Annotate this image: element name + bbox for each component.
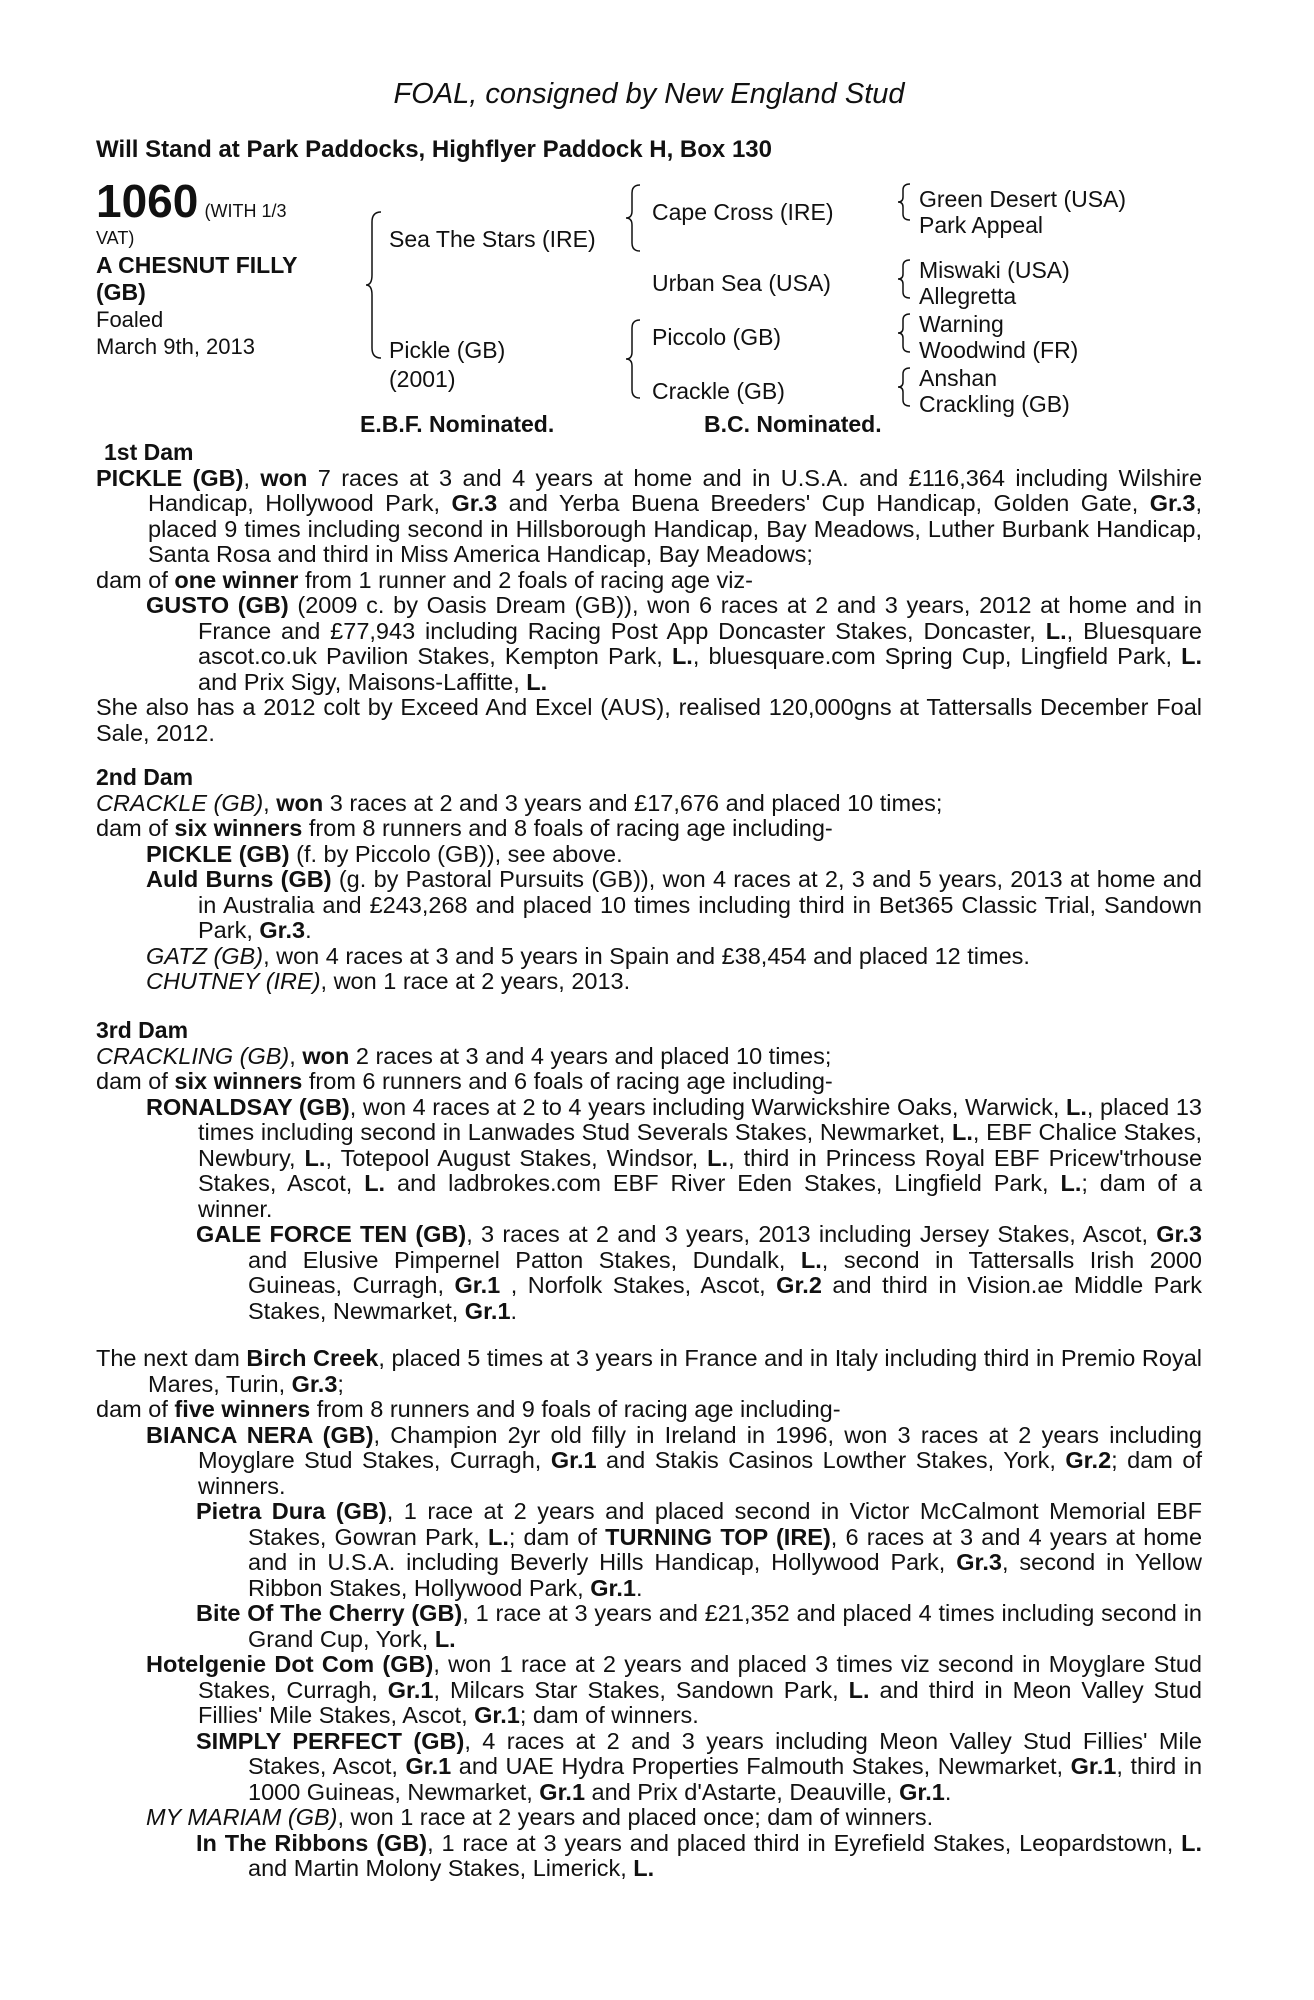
record-text: , Milcars Star Stakes, Sandown Park, — [433, 1676, 849, 1703]
dam-name-italic: CRACKLE (GB) — [96, 789, 264, 816]
horse-name: PICKLE (GB) — [146, 840, 290, 867]
grade: Gr.1 — [405, 1753, 452, 1779]
horse-name: BIANCA NERA (GB) — [146, 1421, 374, 1448]
record-text: and UAE Hydra Properties Falmouth Stakes, Newmarket, — [451, 1753, 1071, 1779]
horse-name: Auld Burns (GB) — [146, 866, 332, 892]
listed: L. — [1181, 643, 1202, 669]
grade: Gr.1 — [464, 1297, 511, 1324]
grade: Gr.3 — [259, 917, 306, 943]
pedigree-brace-sire — [626, 183, 644, 253]
second-dam-section — [96, 765, 1202, 995]
record-text: . — [635, 1574, 643, 1601]
record-text: 3 races at 2 and 3 years and £17,676 and placed 10 times; — [323, 789, 943, 816]
record-text: , third in Princess Royal EBF Pricew'trhouse Stakes, Ascot, — [198, 1144, 1203, 1196]
sire-name: Sea The Stars (IRE) — [389, 226, 596, 252]
grade: Gr.3 — [1149, 490, 1196, 516]
pedigree-brace-dd — [898, 366, 914, 408]
grade: Gr.3 — [956, 1549, 1002, 1575]
horse-name: Pietra Dura (GB) — [196, 1498, 387, 1524]
lot-country: (GB) — [96, 279, 146, 305]
horse-name: Birch Creek — [246, 1345, 379, 1371]
vat-note-a: (WITH 1/3 — [204, 201, 287, 221]
record-text: , 6 races at 3 and 4 years at home and in U.S.A. including Beverly Hills Handicap, Hollywood Park, — [248, 1523, 1203, 1575]
ebf-nominated: E.B.F. Nominated. — [360, 411, 555, 437]
record-text: and Prix Sigy, Maisons-Laffitte, — [198, 668, 527, 695]
listed: L. — [848, 1676, 870, 1703]
record-text: , Champion 2yr old filly in Ireland in 1996, won 3 races at 2 years including Moyglare Stud Stakes, Curragh, — [198, 1421, 1203, 1473]
record-text: ; dam of — [508, 1523, 606, 1550]
horse-name: Hotelgenie Dot Com (GB) — [146, 1651, 434, 1677]
grade: Gr.3 — [291, 1370, 338, 1397]
record-text: , placed 9 times including second in Hillsborough Handicap, Bay Meadows, Luther Burbank Handicap, Santa Rosa and third in Miss America Handicap, Bay Meadows; — [148, 490, 1202, 567]
record-text: , bluesquare.com Spring Cup, Lingfield Park, — [692, 643, 1182, 669]
listed: L. — [526, 668, 548, 695]
second-dam-title: 2nd Dam — [96, 764, 194, 790]
third-dam-produce — [96, 1069, 1202, 1095]
dam-of: dam of — [96, 1396, 175, 1422]
dam-name: Pickle (GB) — [389, 337, 506, 363]
next-dam-record — [96, 1346, 1202, 1397]
listed: L. — [800, 1246, 822, 1273]
winners-bold: six winners — [174, 815, 303, 841]
second-dam-produce — [96, 816, 1202, 842]
intro-text: The next dam — [96, 1345, 247, 1371]
grade: Gr.1 — [454, 1272, 501, 1298]
produce-text: from 1 runner and 2 foals of racing age viz- — [298, 566, 753, 593]
winners-bold: six winners — [174, 1068, 303, 1094]
third-dam-record: CRACKLING (GB), won 2 races at 3 and 4 years and placed 10 times; — [96, 1042, 832, 1069]
listed: L. — [364, 1170, 386, 1196]
page-title: FOAL, consigned by New England Stud — [393, 78, 905, 110]
listed: L. — [671, 643, 693, 669]
record-text: ; dam of a winner. — [198, 1170, 1203, 1222]
pedigree-brace-dam — [626, 318, 644, 400]
record-text: , won 1 race at 2 years, 2013. — [320, 968, 631, 994]
record-text: (2009 c. by Oasis Dream (GB)), won 6 races at 2 and 3 years, 2012 at home and in France and £77,943 including Racing Post App Doncaster Stakes, Doncaster, — [198, 592, 1202, 644]
grade: Gr.2 — [776, 1272, 822, 1298]
record-text: , 1 race at 3 years and placed third in Eyrefield Stakes, Leopardstown, — [427, 1829, 1182, 1856]
grade: Gr.1 — [1070, 1753, 1117, 1779]
sire-sire: Cape Cross (IRE) — [652, 199, 834, 225]
in-the-ribbons-record — [96, 1831, 1202, 1882]
lot-description: A CHESNUT FILLY — [96, 252, 298, 278]
record-text: , won 4 races at 3 and 5 years in Spain and £38,454 and placed 12 times. — [263, 942, 1030, 969]
record-text: , 4 races at 2 and 3 years including Meon Valley Stud Fillies' Mile Stakes, Ascot, — [248, 1727, 1202, 1779]
bite-of-the-cherry-record — [96, 1601, 1202, 1652]
first-dam-record: PICKLE (GB), won 7 races at 3 and 4 years at home and in U.S.A. and £116,364 including Wilshire Handicap, Hollywood Park, Gr.3 and Yerba Buena Breeders' Cup Handicap, Golden Gate, Gr.3, placed 9 times including second in Hillsborough Handicap, Bay Meadows, Luther Burbank Handicap, Santa Rosa and third in Miss America Handicap, Bay Meadows; — [96, 464, 1203, 567]
dam-dam: Crackle (GB) — [652, 378, 785, 404]
record-text: and Yerba Buena Breeders' Cup Handicap, Golden Gate, — [497, 490, 1150, 516]
simply-perfect-record — [96, 1729, 1202, 1806]
record-text: and ladbrokes.com EBF River Eden Stakes, Lingfield Park, — [385, 1170, 1061, 1196]
record-text: , 1 race at 3 years and £21,352 and placed 4 times including second in Grand Cup, York, — [248, 1600, 1202, 1652]
listed: L. — [1045, 617, 1067, 644]
horse-name: RONALDSAY (GB) — [146, 1093, 350, 1120]
record-text: and Elusive Pimpernel Patton Stakes, Dundalk, — [248, 1246, 801, 1273]
vat-note-b: VAT) — [96, 228, 135, 248]
also-note: She also has a 2012 colt by Exceed And Excel (AUS), realised 120,000gns at Tattersalls December Foal Sale, 2012. — [96, 694, 1202, 746]
record-text: ; — [337, 1370, 344, 1397]
dam-of: dam of — [96, 815, 175, 841]
sds: Miswaki (USA) — [919, 257, 1070, 283]
foaled-label: Foaled — [96, 307, 164, 332]
record-text: , second in Yellow Ribbon Stakes, Hollywood Park, — [248, 1549, 1202, 1601]
record-text: and Stakis Casinos Lowther Stakes, York, — [596, 1447, 1066, 1473]
record-text: ; dam of winners. — [198, 1447, 1202, 1499]
horse-name: CHUTNEY (IRE) — [146, 968, 321, 994]
dss: Warning — [919, 311, 1004, 337]
listed: L. — [487, 1523, 509, 1550]
chutney-record — [96, 969, 1202, 995]
bianca-nera-record — [96, 1423, 1202, 1500]
grade: Gr.3 — [1156, 1221, 1202, 1247]
gusto-record — [96, 593, 1202, 695]
horse-name: GATZ (GB) — [146, 942, 264, 969]
first-dam-produce — [96, 568, 1202, 594]
next-dam-section — [96, 1346, 1202, 1882]
location-line: Will Stand at Park Paddocks, Highflyer Paddock H, Box 130 — [96, 136, 772, 163]
record-text: 2 races at 3 and 4 years and placed 10 times; — [349, 1042, 832, 1069]
pedigree-brace-sd — [898, 258, 914, 300]
ronaldsay-record — [96, 1095, 1202, 1223]
pietra-dura-record — [96, 1499, 1202, 1601]
record-text: , Bluesquare ascot.co.uk Pavilion Stakes, Kempton Park, — [198, 617, 1202, 669]
lot-number: 1060 — [96, 175, 199, 227]
gatz-record — [96, 944, 1202, 970]
pedigree-brace-ds — [898, 312, 914, 354]
listed: L. — [1060, 1170, 1082, 1196]
sdd: Allegretta — [919, 283, 1017, 309]
dam-of: dam of — [96, 1068, 175, 1094]
gale-force-ten-record — [96, 1222, 1202, 1324]
dds: Anshan — [919, 365, 998, 391]
hotelgenie-record — [96, 1652, 1202, 1729]
record-text: , Totepool August Stakes, Windsor, — [325, 1144, 708, 1171]
record-text: . — [510, 1297, 518, 1324]
listed: L. — [633, 1855, 655, 1881]
record-text: , 1 race at 2 years and placed second in Victor McCalmont Memorial EBF Stakes, Gowran Park, — [248, 1498, 1202, 1550]
auld-burns-record: Auld Burns (GB) (g. by Pastoral Pursuits (GB)), won 4 races at 2, 3 and 5 years, 2013 at home and in Australia and £243,268 and placed 10 times including third in Bet365 Classic Trial, Sandown Park, Gr.3. — [146, 866, 1202, 943]
horse-name: Bite Of The Cherry (GB) — [196, 1600, 463, 1626]
bc-nominated: B.C. Nominated. — [704, 411, 882, 437]
record-text: , won 1 race at 2 years and placed once; dam of winners. — [337, 1804, 934, 1830]
winners-bold: five winners — [174, 1396, 311, 1422]
record-text: and Martin Molony Stakes, Limerick, — [248, 1855, 634, 1881]
record-text: (g. by Pastoral Pursuits (GB)), won 4 races at 2, 3 and 5 years, 2013 at home and in Australia and £243,268 and placed 10 times including third in Bet365 Classic Trial, Sandown Park, — [198, 866, 1202, 943]
third-dam-section — [96, 1018, 1202, 1324]
record-text: . — [944, 1778, 952, 1805]
dam-year: (2001) — [389, 366, 456, 392]
pedigree-brace-ss — [898, 182, 914, 222]
dam-sire: Piccolo (GB) — [652, 324, 782, 350]
foaled-date: March 9th, 2013 — [96, 334, 255, 359]
record-text: ; dam of winners. — [519, 1702, 699, 1728]
pickle-ref — [96, 842, 1202, 868]
grade: Gr.1 — [590, 1574, 636, 1601]
record-text: and third in Meon Valley Stud Fillies' Mile Stakes, Ascot, — [198, 1676, 1203, 1728]
record-text: , third in 1000 Guineas, Newmarket, — [248, 1753, 1203, 1805]
listed: L. — [1065, 1093, 1087, 1120]
sss: Green Desert (USA) — [919, 186, 1127, 212]
record-text: 7 races at 3 and 4 years at home and in U.S.A. and £116,364 including Wilshire Handicap, Hollywood Park, — [148, 464, 1203, 516]
record-text: , placed 5 times at 3 years in France and in Italy including third in Premio Royal Mares, Turin, — [148, 1345, 1202, 1397]
won-bold: won — [276, 789, 324, 816]
next-dam-produce — [96, 1397, 1202, 1423]
pedigree-brace-main — [366, 210, 386, 360]
record-text: , 3 races at 2 and 3 years, 2013 including Jersey Stakes, Ascot, — [466, 1221, 1157, 1247]
dam-name-bold: PICKLE (GB) — [96, 464, 244, 491]
horse-name: TURNING TOP (IRE) — [605, 1523, 831, 1550]
grade: Gr.1 — [550, 1447, 597, 1473]
record-text: , second in Tattersalls Irish 2000 Guineas, Curragh, — [248, 1246, 1202, 1298]
produce-text: from 8 runners and 9 foals of racing age including- — [310, 1396, 841, 1422]
listed: L. — [304, 1144, 326, 1171]
record-text: , EBF Chalice Stakes, Newbury, — [198, 1119, 1202, 1171]
my-mariam-record — [96, 1805, 1202, 1831]
listed: L. — [434, 1625, 456, 1652]
grade: Gr.1 — [474, 1702, 520, 1728]
dsd: Woodwind (FR) — [919, 337, 1079, 363]
listed: L. — [707, 1144, 729, 1171]
first-dam-title: 1st Dam — [104, 439, 194, 465]
third-dam-title: 3rd Dam — [96, 1017, 189, 1043]
record-text: and Prix d'Astarte, Deauville, — [585, 1778, 900, 1805]
won-bold: won — [260, 464, 308, 491]
sire-dam: Urban Sea (USA) — [652, 270, 831, 296]
winners-bold: one winner — [174, 566, 299, 593]
listed: L. — [1181, 1829, 1202, 1856]
second-dam-record: CRACKLE (GB), won 3 races at 2 and 3 years and £17,676 and placed 10 times; — [96, 789, 943, 816]
record-text: and third in Vision.ae Middle Park Stakes, Newmarket, — [248, 1272, 1202, 1324]
grade: Gr.3 — [451, 490, 498, 516]
won-bold: won — [302, 1042, 350, 1069]
horse-name: GUSTO (GB) — [146, 592, 289, 618]
listed: L. — [951, 1119, 973, 1145]
record-text: , won 4 races at 2 to 4 years including Warwickshire Oaks, Warwick, — [349, 1093, 1066, 1120]
horse-name: SIMPLY PERFECT (GB) — [196, 1727, 465, 1754]
record-text: , Norfolk Stakes, Ascot, — [500, 1272, 777, 1298]
horse-name: GALE FORCE TEN (GB) — [196, 1221, 467, 1247]
record-text: , won 1 race at 2 years and placed 3 times viz second in Moyglare Stud Stakes, Curragh, — [198, 1651, 1202, 1703]
record-text: , placed 13 times including second in Lanwades Stud Severals Stakes, Newmarket, — [198, 1093, 1202, 1145]
produce-text: from 6 runners and 6 foals of racing age including- — [302, 1068, 833, 1094]
ddd: Crackling (GB) — [919, 391, 1070, 417]
grade: Gr.2 — [1065, 1447, 1112, 1473]
horse-name: In The Ribbons (GB) — [196, 1829, 428, 1856]
horse-name: MY MARIAM (GB) — [146, 1804, 338, 1830]
ssd: Park Appeal — [919, 212, 1044, 238]
dam-of: dam of — [96, 566, 175, 593]
grade: Gr.1 — [539, 1778, 586, 1805]
produce-text: from 8 runners and 8 foals of racing age including- — [302, 815, 833, 841]
dam-name-italic: CRACKLING (GB) — [96, 1042, 290, 1069]
grade: Gr.1 — [387, 1676, 434, 1703]
grade: Gr.1 — [899, 1778, 945, 1805]
record-text: (f. by Piccolo (GB)), see above. — [289, 840, 623, 867]
first-dam-section — [96, 440, 1202, 746]
lot-info — [96, 175, 366, 360]
